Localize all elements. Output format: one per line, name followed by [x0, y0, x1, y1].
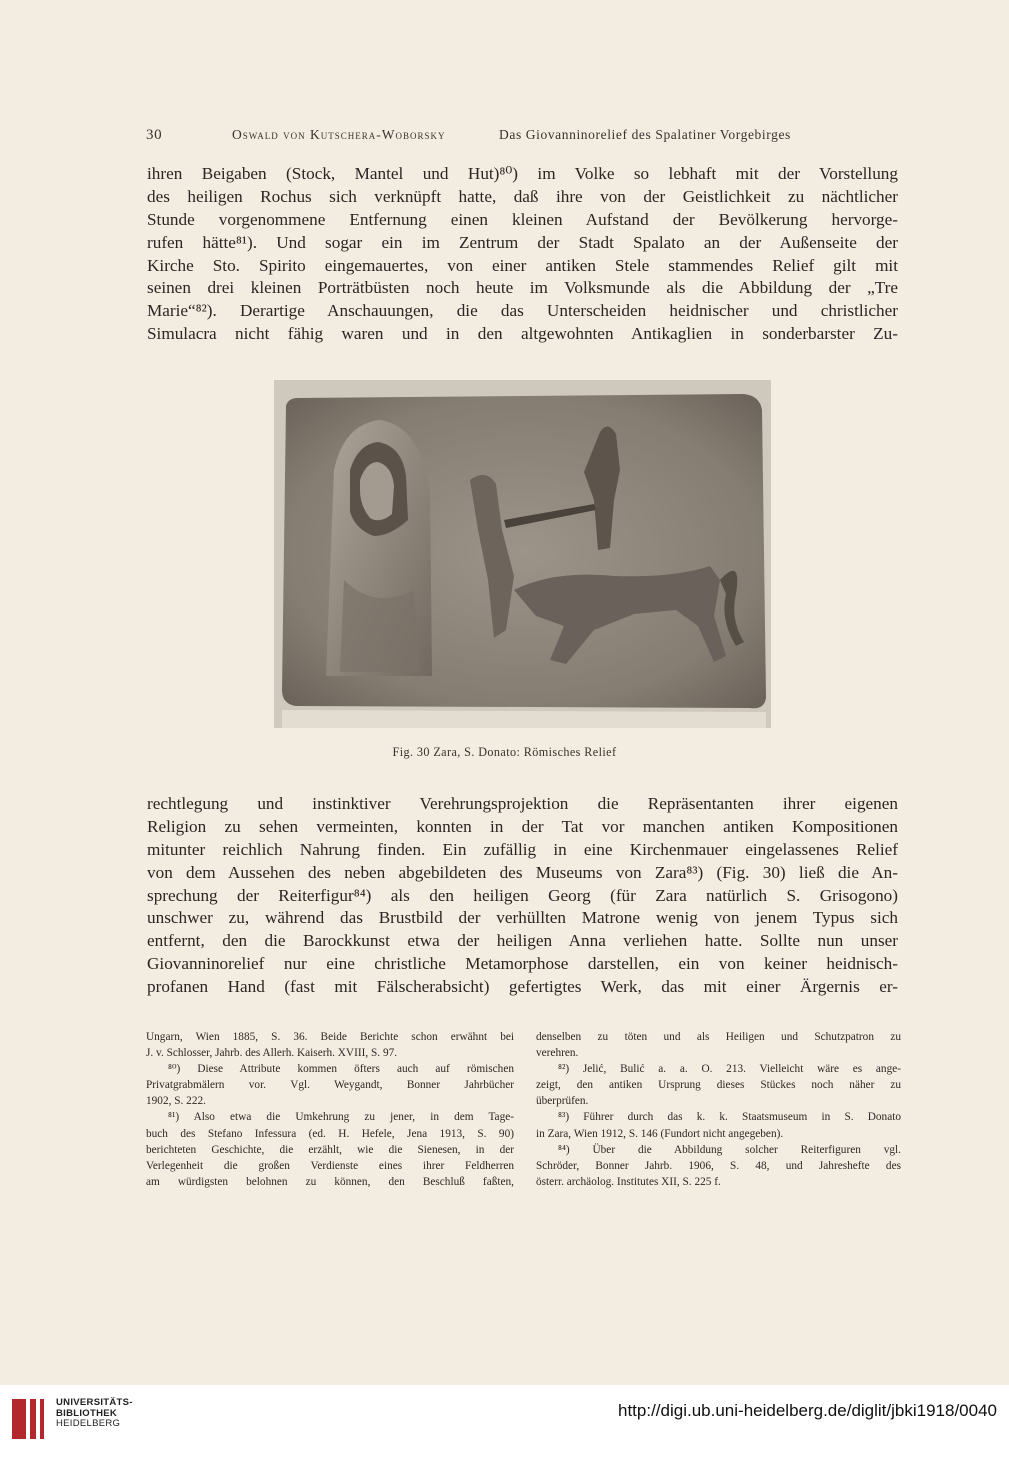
header-title: Das Giovanninorelief des Spalatiner Vorgebirges — [499, 127, 791, 142]
footnote-line: überprüfen. — [536, 1095, 589, 1108]
library-logo-icon — [10, 1395, 50, 1443]
text-line: von dem Aussehen des neben abgebildeten des Museums von Zara⁸³) (Fig. 30) ließ die An- — [147, 862, 898, 882]
footnote-line: Schröder, Bonner Jahrb. 1906, S. 48, und Jahreshefte des — [536, 1159, 901, 1172]
footnote-line: Privatgrabmälern vor. Vgl. Weygandt, Bonner Jahrbücher — [146, 1079, 514, 1092]
text-line: entfernt, den die Barockkunst etwa der heiligen Anna verliehen hatte. Sollte nun unser — [147, 931, 898, 951]
text-line: Giovanninorelief nur eine christliche Metamorphose darstellen, ein von keiner heidnisch- — [147, 954, 898, 974]
relief-image — [274, 380, 771, 728]
logo-line-1: UNIVERSITÄTS- — [56, 1397, 133, 1408]
footnote-line: ⁸¹) Also etwa die Umkehrung zu jener, in dem Tage- — [168, 1111, 514, 1124]
logo-line-2: BIBLIOTHEK — [56, 1407, 118, 1419]
header-author: Oswald von Kutschera-Woborsky — [232, 127, 446, 142]
paragraph-2 — [147, 793, 898, 999]
text-line: profanen Hand (fast mit Fälscherabsicht) gefertigtes Werk, das mit einer Ärgernis er- — [147, 977, 898, 997]
footnotes-right-column — [536, 1029, 901, 1190]
text-line: rufen hätte⁸¹). Und sogar ein im Zentrum der Stadt Spalato an der Außenseite der — [147, 232, 898, 252]
logo-line-3: HEIDELBERG — [56, 1418, 121, 1429]
footnote-line: buch des Stefano Infessura (ed. H. Hefele, Jena 1913, S. 90) — [146, 1127, 514, 1140]
text-line: Marie“⁸²). Derartige Anschauungen, die das Unterscheiden heidnischer und christlicher — [147, 301, 898, 321]
text-line: mitunter reichlich Nahrung finden. Ein zufällig in eine Kirchenmauer eingelassenes Relief — [147, 839, 898, 859]
text-line: ihren Beigaben (Stock, Mantel und Hut)⁸⁰) im Volke so lebhaft mit der Vorstellung — [147, 164, 898, 183]
page-number: 30 — [146, 127, 163, 143]
library-logo-text — [56, 1398, 133, 1430]
text-line: des heiligen Rochus sich verknüpft hatte, daß ihre von der Geistlichkeit zu nächtlicher — [147, 186, 898, 206]
footnote-line: zeigt, den antiken Ursprung dieses Stückes noch näher zu — [536, 1079, 901, 1092]
text-line: Kirche Sto. Spirito eingemauertes, von einer antiken Stele stammendes Relief gilt mit — [147, 255, 898, 275]
relief-photograph — [274, 380, 771, 728]
footnote-line: J. v. Schlosser, Jahrb. des Allerh. Kaiserh. XVIII, S. 97. — [146, 1047, 398, 1060]
library-footer — [0, 1385, 1009, 1460]
figure-caption: Fig. 30 Zara, S. Donato: Römisches Relief — [392, 745, 617, 759]
footnote-line: österr. archäolog. Institutes XII, S. 225 f. — [536, 1175, 721, 1188]
footnote-line: ⁸³) Führer durch das k. k. Staatsmuseum in S. Donato — [558, 1111, 901, 1124]
footnote-line: in Zara, Wien 1912, S. 146 (Fundort nicht angegeben). — [536, 1127, 784, 1140]
text-line: Religion zu sehen vermeinten, konnten in der Tat vor manchen antiken Kompositionen — [147, 816, 898, 836]
permalink-url[interactable]: http://digi.ub.uni-heidelberg.de/diglit/jbki1918/0040 — [618, 1401, 997, 1420]
footnote-line: ⁸⁴) Über die Abbildung solcher Reiterfiguren vgl. — [558, 1143, 901, 1156]
footnote-line: denselben zu töten und als Heiligen und Schutzpatron zu — [536, 1031, 901, 1043]
text-line: rechtlegung und instinktiver Verehrungsprojektion die Repräsentanten ihrer eigenen — [147, 794, 898, 813]
text-line: unschwer zu, während das Brustbild der verhüllten Matrone wenig von jenem Typus sich — [147, 908, 898, 928]
text-line: sprechung der Reiterfigur⁸⁴) als den heiligen Georg (für Zara natürlich S. Grisogono) — [147, 885, 898, 905]
text-line: Stunde vorgenommene Entfernung einen kleinen Aufstand der Bevölkerung hervorge- — [147, 209, 898, 229]
text-line: seinen drei kleinen Porträtbüsten noch heute im Volksmunde als die Abbildung der „Tre — [147, 278, 898, 298]
footnote-line: am würdigsten belohnen zu können, den Beschluß faßten, — [146, 1175, 514, 1188]
paragraph-1 — [147, 163, 898, 346]
footnote-line: verehren. — [536, 1047, 579, 1060]
footnote-line: Verlegenheit die großen Verdienste eines ihrer Feldherren — [146, 1159, 514, 1172]
footnote-line: Ungarn, Wien 1885, S. 36. Beide Berichte schon erwähnt bei — [146, 1031, 514, 1043]
footnote-line: 1902, S. 222. — [146, 1095, 206, 1108]
footnotes-left-column — [146, 1029, 514, 1190]
footnote-line: ⁸⁰) Diese Attribute kommen öfters auch auf römischen — [168, 1063, 514, 1076]
footnote-line: berichteten Geschichte, die erzählt, wie die Sienesen, in der — [146, 1143, 514, 1156]
footnote-line: ⁸²) Jelić, Bulić a. a. O. 213. Vielleicht wäre es ange- — [558, 1063, 901, 1076]
text-line: Simulacra nicht fähig waren und in den altgewohnten Antikaglien in sonderbarster Zu- — [147, 324, 898, 344]
